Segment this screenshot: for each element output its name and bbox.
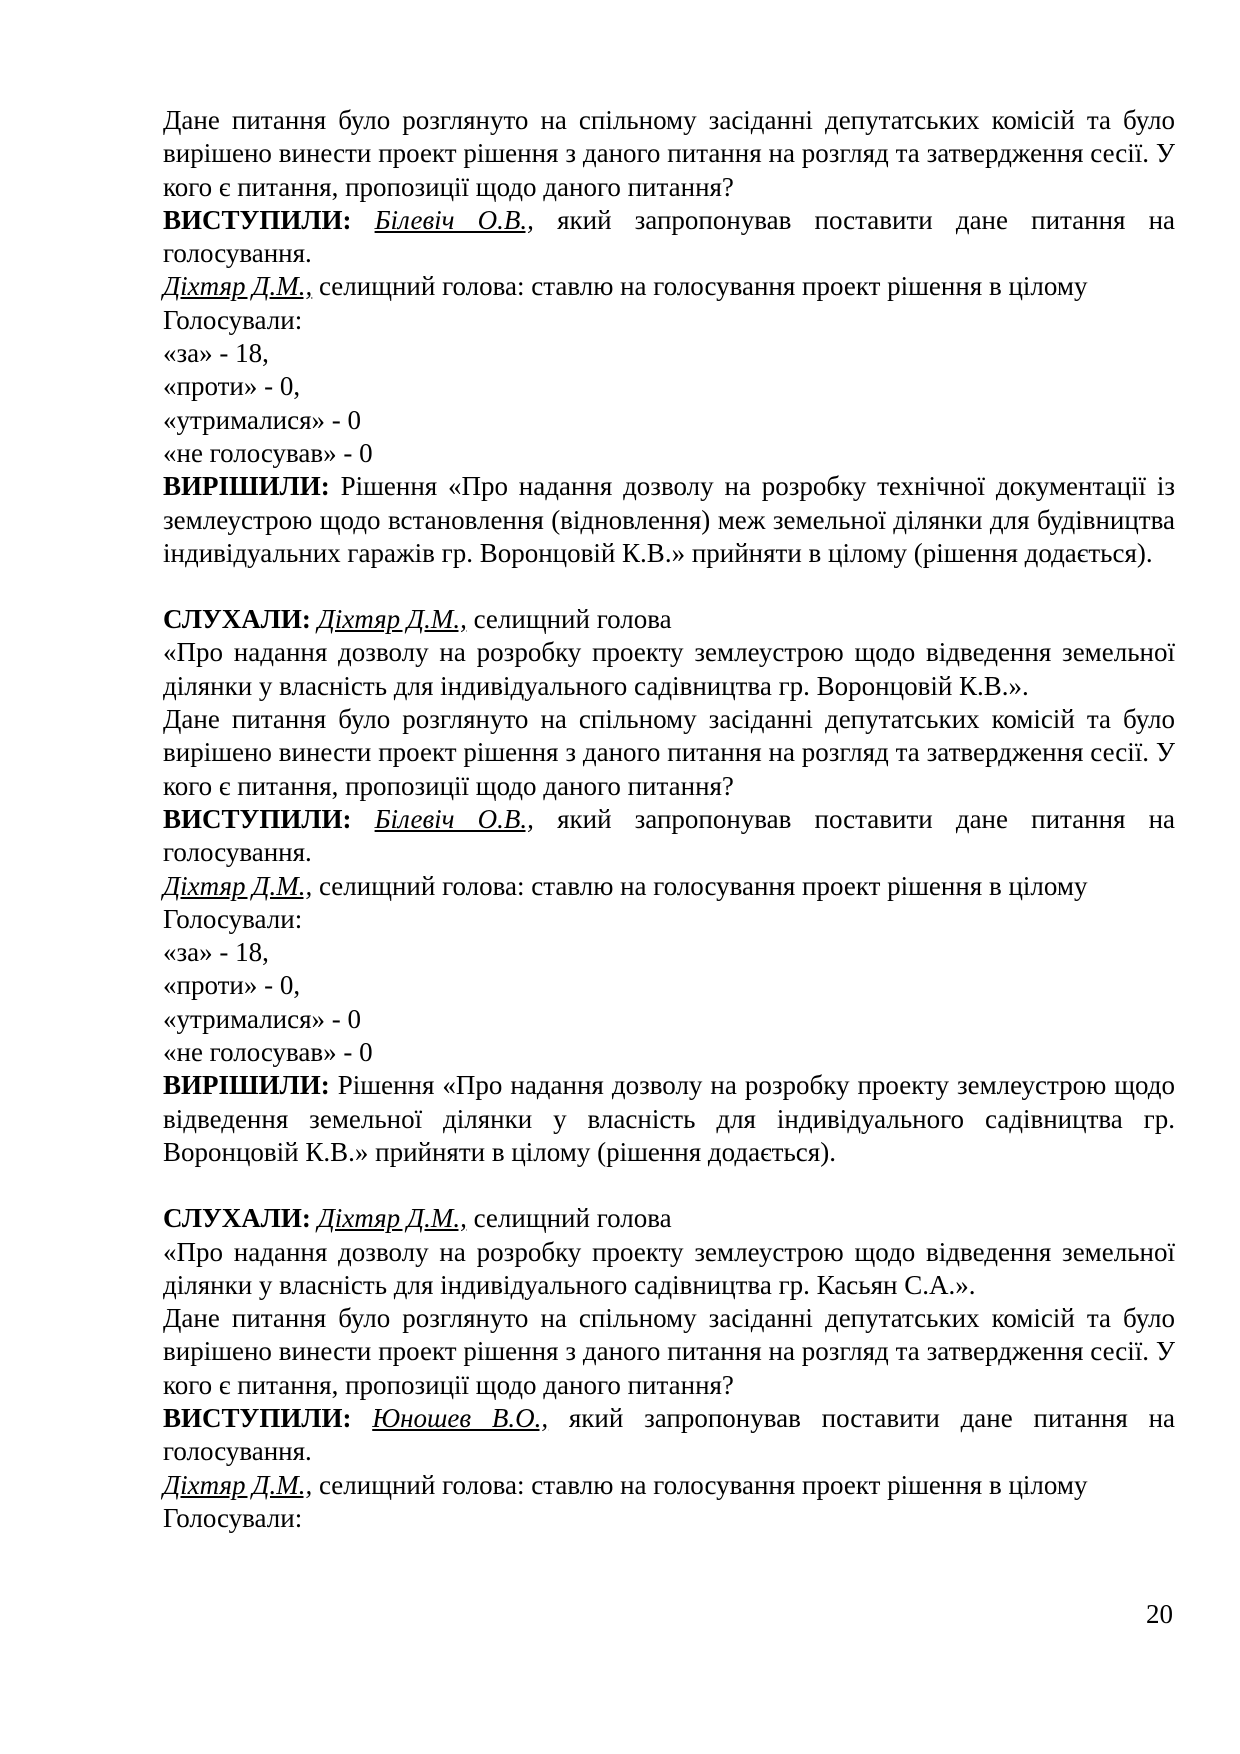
spoke-paragraph xyxy=(163,803,1175,870)
spoke-label: ВИСТУПИЛИ: xyxy=(163,204,352,235)
decision-text: Рішення «Про надання дозволу на розробку проекту землеустрою щодо відведення земельної ділянки у власність для індивідуального садівництва гр. Воронцовій К.В.» прийняти в цілому (рішення додається). xyxy=(163,1070,1175,1167)
spoke-paragraph xyxy=(163,204,1175,271)
head-role: селищний голова xyxy=(473,604,672,635)
discussion-paragraph: Дане питання було розглянуто на спільному засіданні депутатських комісій та було вирішено винести проект рішення з даного питання на розгляд та затвердження сесії. У кого є питання, пропозиції щодо даного питання? xyxy=(163,704,1175,801)
head-statement xyxy=(163,270,1175,303)
spoke-paragraph xyxy=(163,1402,1175,1469)
vote-against: «проти» - 0, xyxy=(163,970,301,1001)
listened-line xyxy=(163,1202,1175,1235)
discussion-paragraph: Дане питання було розглянуто на спільному засіданні депутатських комісій та було вирішено винести проект рішення з даного питання на розгляд та затвердження сесії. У кого є питання, пропозиції щодо даного питання? xyxy=(163,105,1175,202)
head-statement xyxy=(163,1469,1175,1502)
listened-label: СЛУХАЛИ: xyxy=(163,604,311,635)
head-role: селищний голова xyxy=(473,1203,672,1234)
proposal-text: який запропонував поставити дане питання на голосування. xyxy=(163,204,1176,269)
head-statement xyxy=(163,870,1175,903)
voted-label: Голосували: xyxy=(163,304,303,335)
topic-paragraph: «Про надання дозволу на розробку проекту землеустрою щодо відведення земельної ділянки у власність для індивідуального садівництва гр. Касьян С.А.». xyxy=(163,1236,1175,1300)
speaker-name: Білевіч О.В., xyxy=(374,803,534,834)
vote-none: «не голосував» - 0 xyxy=(163,437,373,468)
decided-label: ВИРІШИЛИ: xyxy=(163,1070,330,1101)
vote-abstain: «утрималися» - 0 xyxy=(163,404,362,435)
vote-for: «за» - 18, xyxy=(163,338,269,369)
decided-label: ВИРІШИЛИ: xyxy=(163,471,330,502)
head-name: Діхтяр Д.М., xyxy=(163,870,313,901)
vote-abstain: «утрималися» - 0 xyxy=(163,1003,362,1034)
voted-label: Голосували: xyxy=(163,903,303,934)
head-name: Діхтяр Д.М., xyxy=(163,271,313,302)
listened-label: СЛУХАЛИ: xyxy=(163,1203,311,1234)
discussion-paragraph: Дане питання було розглянуто на спільному засіданні депутатських комісій та було вирішено винести проект рішення з даного питання на розгляд та затвердження сесії. У кого є питання, пропозиції щодо даного питання? xyxy=(163,1303,1175,1400)
head-name: Діхтяр Д.М., xyxy=(317,1203,467,1234)
section-gap xyxy=(163,1169,1175,1202)
head-statement-text: селищний голова: ставлю на голосування проект рішення в цілому xyxy=(318,1469,1088,1500)
speaker-name: Юношев В.О., xyxy=(372,1402,549,1433)
head-name: Діхтяр Д.М., xyxy=(163,1469,313,1500)
decision-text: Рішення «Про надання дозволу на розробку технічної документації із землеустрою щодо встановлення (відновлення) меж земельної ділянки для будівництва індивідуальних гаражів гр. Воронцовій К.В.» прийняти в цілому (рішення додається). xyxy=(163,471,1176,568)
spoke-label: ВИСТУПИЛИ: xyxy=(163,803,352,834)
voted-label: Голосували: xyxy=(163,1502,303,1533)
decision-paragraph xyxy=(163,1069,1175,1169)
decision-paragraph xyxy=(163,470,1175,570)
listened-line xyxy=(163,603,1175,636)
page-number: 20 xyxy=(1146,1599,1173,1629)
vote-against: «проти» - 0, xyxy=(163,371,301,402)
proposal-text: який запропонував поставити дане питання на голосування. xyxy=(163,803,1176,868)
section-gap xyxy=(163,570,1175,603)
vote-none: «не голосував» - 0 xyxy=(163,1037,373,1068)
proposal-text: який запропонував поставити дане питання на голосування. xyxy=(163,1402,1176,1467)
head-statement-text: селищний голова: ставлю на голосування проект рішення в цілому xyxy=(318,870,1088,901)
document-body xyxy=(163,104,1175,1535)
speaker-name: Білевіч О.В., xyxy=(374,204,534,235)
head-statement-text: селищний голова: ставлю на голосування проект рішення в цілому xyxy=(318,271,1088,302)
spoke-label: ВИСТУПИЛИ: xyxy=(163,1402,352,1433)
topic-paragraph: «Про надання дозволу на розробку проекту землеустрою щодо відведення земельної ділянки у власність для індивідуального садівництва гр. Воронцовій К.В.». xyxy=(163,637,1175,701)
head-name: Діхтяр Д.М., xyxy=(317,604,467,635)
vote-for: «за» - 18, xyxy=(163,937,269,968)
